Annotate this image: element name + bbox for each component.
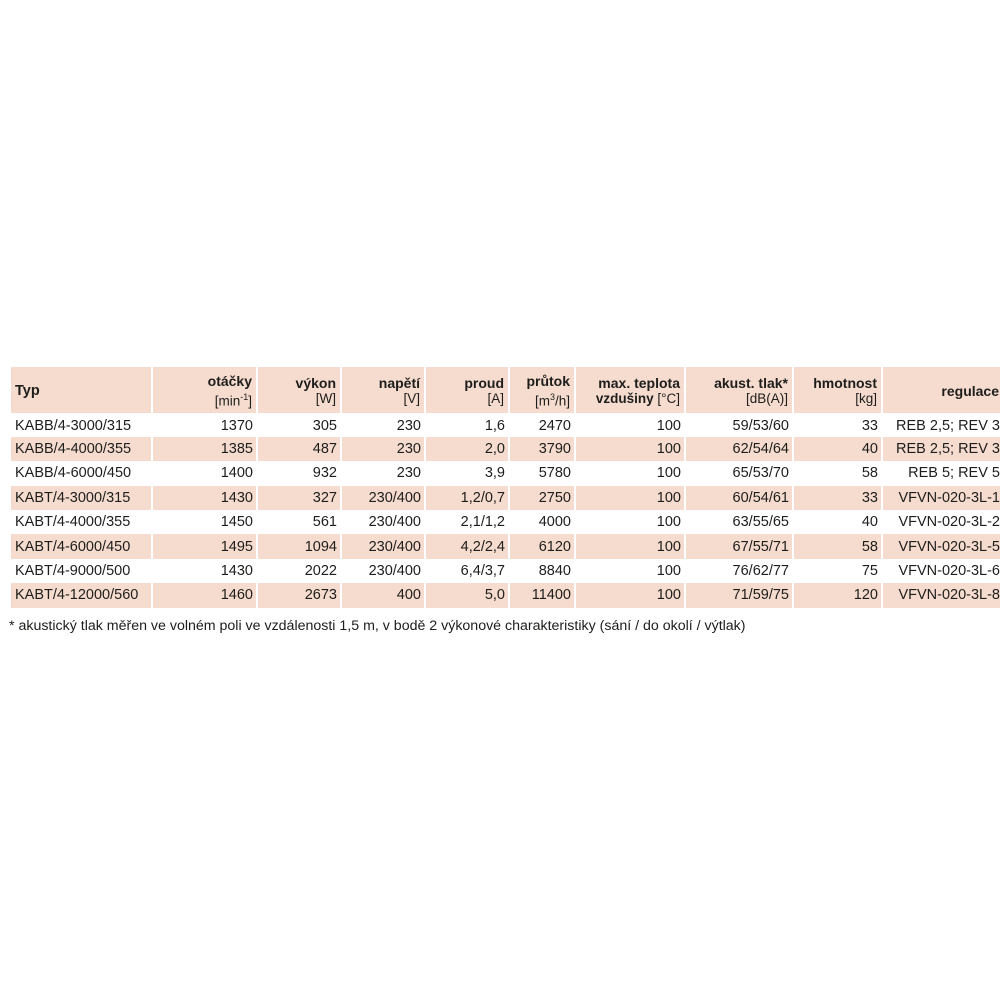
table-row <box>11 461 1000 485</box>
table-cell: 2022 <box>304 563 337 580</box>
table-cell: 5,0 <box>426 583 508 607</box>
table-cell: 63/55/65 <box>732 514 789 531</box>
table-cell: 1495 <box>153 534 256 558</box>
unit-otacky: $[\min^{-1}]$ <box>214 392 252 409</box>
table-cell: 5780 <box>538 465 571 482</box>
table-cell: 932 <box>312 465 337 482</box>
table-cell: 6,4/3,7 <box>460 563 505 580</box>
table-cell: REB 2,5; REV 3 <box>883 437 1000 461</box>
table-row <box>11 413 1000 437</box>
table-cell: 561 <box>312 514 337 531</box>
table-cell: 1,6 <box>426 413 508 437</box>
table-cell: 230 <box>396 465 421 482</box>
table-cell: KABT/4-6000/450 <box>11 534 151 558</box>
table-cell: 33 <box>794 413 881 437</box>
table-cell: 1460 <box>153 583 256 607</box>
table-cell: 67/55/71 <box>686 534 792 558</box>
table-cell: 8840 <box>538 563 571 580</box>
table-cell: 65/53/70 <box>732 465 789 482</box>
table-cell: KABB/4-4000/355 <box>11 437 151 461</box>
table-cell: VFVN-020-3L-6 <box>898 563 1000 580</box>
table-cell: VFVN-020-3L-2 <box>898 514 1000 531</box>
table-cell: KABB/4-3000/315 <box>11 413 151 437</box>
table-cell: VFVN-020-3L-8 <box>883 583 1000 607</box>
table-cell: 230 <box>342 437 424 461</box>
table-cell: 59/53/60 <box>686 413 792 437</box>
table-cell: 100 <box>656 514 681 531</box>
table-cell: 40 <box>794 437 881 461</box>
table-row <box>11 534 1000 558</box>
table-cell: 4,2/2,4 <box>426 534 508 558</box>
table-cell: 1,2/0,7 <box>426 486 508 510</box>
table-cell: 230/400 <box>342 486 424 510</box>
table-cell: 2673 <box>258 583 340 607</box>
table-cell: 230/400 <box>368 514 421 531</box>
header-vykon: výkon [W] <box>258 367 340 413</box>
table-cell: 62/54/64 <box>686 437 792 461</box>
table-cell: 58 <box>861 465 878 482</box>
table-cell: 2470 <box>510 413 574 437</box>
table-cell: 33 <box>794 486 881 510</box>
table-cell: 100 <box>576 534 684 558</box>
header-hmotnost: hmotnost [kg] <box>794 367 881 413</box>
table-row <box>11 559 1000 583</box>
table-cell: 1400 <box>220 465 253 482</box>
table-cell: 100 <box>576 486 684 510</box>
table-row <box>11 510 1000 534</box>
footnote: * akustický tlak měřen ve volném poli ve vzdálenosti 1,5 m, v bodě 2 výkonové charakteristiky (sání / do okolí / výtlak) <box>9 618 746 634</box>
table-cell: 1385 <box>153 437 256 461</box>
table-cell: 327 <box>258 486 340 510</box>
table-cell: 60/54/61 <box>686 486 792 510</box>
header-proud: proud [A] <box>426 367 508 413</box>
header-prutok: průtok $[m^3/h]$ <box>510 367 574 413</box>
table-cell: 6120 <box>510 534 574 558</box>
table-cell: 75 <box>861 563 878 580</box>
table-cell: 40 <box>861 514 878 531</box>
header-otacky: otáčky $[\min^{-1}]$ <box>153 367 256 413</box>
table-cell: 71/59/75 <box>686 583 792 607</box>
table-cell: 3,9 <box>484 465 505 482</box>
table-cell: 1094 <box>258 534 340 558</box>
table-cell: 230/400 <box>342 534 424 558</box>
table-cell: VFVN-020-3L-1 <box>883 486 1000 510</box>
table-cell: REB 2,5; REV 3 <box>883 413 1000 437</box>
table-cell: 100 <box>576 413 684 437</box>
table-cell: KABT/4-4000/355 <box>15 514 131 531</box>
table-row <box>11 437 1000 461</box>
table-cell: 100 <box>656 563 681 580</box>
table-cell: 4000 <box>538 514 571 531</box>
table-cell: 2750 <box>510 486 574 510</box>
table-cell: 305 <box>258 413 340 437</box>
table-cell: 120 <box>794 583 881 607</box>
table-cell: 230/400 <box>368 563 421 580</box>
table-body <box>11 413 1000 608</box>
table-cell: KABT/4-12000/560 <box>11 583 151 607</box>
table-cell: 1430 <box>153 486 256 510</box>
table-cell: 2,0 <box>426 437 508 461</box>
header-napeti: napětí [V] <box>342 367 424 413</box>
table-cell: KABB/4-6000/450 <box>15 465 132 482</box>
header-regulace: regulace <box>883 367 1000 413</box>
table-cell: 76/62/77 <box>732 563 789 580</box>
table-cell: 230 <box>342 413 424 437</box>
table-cell: REB 5; REV 5 <box>908 465 1000 482</box>
header-row <box>11 367 1000 413</box>
table-cell: 58 <box>794 534 881 558</box>
table-cell: 487 <box>258 437 340 461</box>
table-cell: 1450 <box>220 514 253 531</box>
table-cell: VFVN-020-3L-5 <box>883 534 1000 558</box>
spec-table <box>9 367 1000 608</box>
table-cell: 1430 <box>220 563 253 580</box>
header-akust-tlak: akust. tlak* [dB(A)] <box>686 367 792 413</box>
table-row <box>11 583 1000 607</box>
table-cell: 11400 <box>510 583 574 607</box>
header-typ: Typ <box>11 367 151 413</box>
table-cell: 400 <box>342 583 424 607</box>
table-cell: 100 <box>576 437 684 461</box>
table-cell: KABT/4-9000/500 <box>15 563 131 580</box>
header-max-teplota: max. teplota vzdušiny [°C] <box>576 367 684 413</box>
table-cell: 3790 <box>510 437 574 461</box>
table-cell: 100 <box>656 465 681 482</box>
table-row <box>11 486 1000 510</box>
table-cell: 2,1/1,2 <box>460 514 505 531</box>
table-cell: 1370 <box>153 413 256 437</box>
table-cell: 100 <box>576 583 684 607</box>
table-cell: KABT/4-3000/315 <box>11 486 151 510</box>
